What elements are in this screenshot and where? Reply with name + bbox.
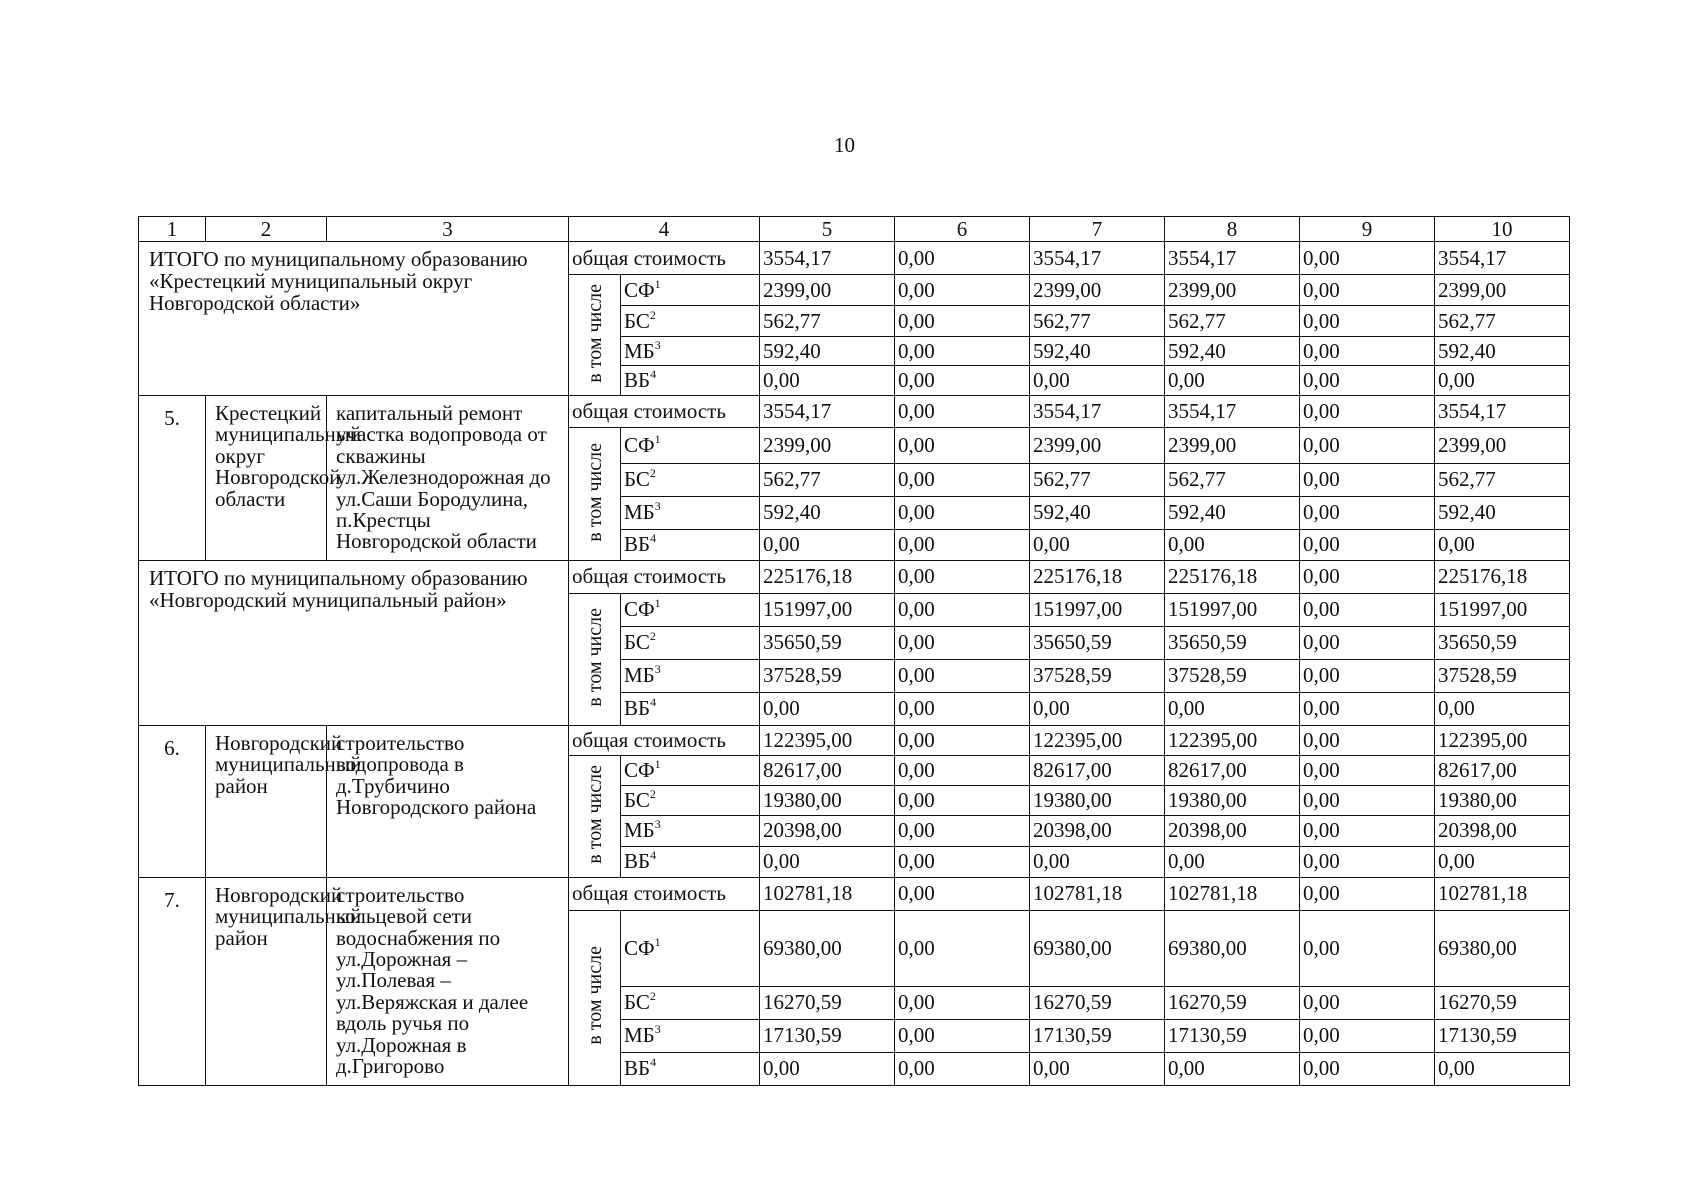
column-number: 5	[760, 217, 895, 242]
funding-source-code: ВБ	[624, 696, 651, 721]
column-number: 7	[1030, 217, 1165, 242]
value-cell: 2399,00	[1165, 275, 1300, 306]
column-number: 8	[1165, 217, 1300, 242]
funding-source	[621, 785, 760, 815]
footnote-mark: 4	[650, 367, 657, 381]
value-cell: 0,00	[760, 366, 895, 396]
value-cell: 151997,00	[1165, 593, 1300, 626]
value-cell: 592,40	[1030, 337, 1165, 366]
value-cell: 0,00	[1300, 725, 1435, 755]
value-cell: 0,00	[1300, 785, 1435, 815]
value-cell: 20398,00	[760, 815, 895, 846]
value-cell: 592,40	[760, 337, 895, 366]
value-cell: 3554,17	[760, 242, 895, 275]
item-number: 6.	[139, 725, 206, 877]
value-cell: 592,40	[1030, 496, 1165, 529]
value-cell: 69380,00	[1435, 910, 1570, 986]
value-cell: 3554,17	[760, 396, 895, 428]
value-cell: 35650,59	[760, 626, 895, 659]
footnote-mark: 3	[654, 499, 661, 514]
municipality-name: Новгородский муниципальный район	[206, 877, 327, 1085]
funding-source	[621, 593, 760, 626]
value-cell: 0,00	[1165, 692, 1300, 725]
value-cell: 122395,00	[760, 725, 895, 755]
including-label: в том числе	[583, 442, 606, 542]
value-cell: 0,00	[895, 306, 1030, 337]
column-number: 6	[895, 217, 1030, 242]
footnote-mark: 2	[649, 786, 656, 801]
funding-source-code: МБ	[624, 1023, 655, 1047]
value-cell: 0,00	[1300, 846, 1435, 877]
value-cell: 0,00	[1435, 1052, 1570, 1085]
value-cell: 19380,00	[1435, 785, 1570, 815]
value-cell: 151997,00	[1030, 593, 1165, 626]
funding-source	[621, 986, 760, 1019]
value-cell: 0,00	[895, 496, 1030, 529]
value-cell: 2399,00	[1435, 428, 1570, 464]
value-cell: 0,00	[1300, 659, 1435, 692]
value-cell: 2399,00	[760, 428, 895, 464]
funding-source	[621, 463, 760, 496]
footnote-mark: 4	[650, 695, 657, 710]
footnote-mark: 2	[649, 466, 656, 481]
object-description: строительство кольцевой сети водоснабжения по ул.Дорожная – ул.Полевая – ул.Веряжская и далее вдоль ручья по ул.Дорожная в д.Григорово	[327, 877, 569, 1085]
funding-source	[621, 692, 760, 725]
value-cell: 0,00	[1300, 529, 1435, 560]
value-cell: 0,00	[1300, 986, 1435, 1019]
value-cell: 0,00	[1300, 877, 1435, 910]
value-cell: 0,00	[760, 846, 895, 877]
value-cell: 225176,18	[1030, 560, 1165, 593]
value-cell: 562,77	[760, 306, 895, 337]
value-cell: 0,00	[895, 785, 1030, 815]
value-cell: 2399,00	[1435, 275, 1570, 306]
value-cell: 19380,00	[760, 785, 895, 815]
value-cell: 0,00	[895, 659, 1030, 692]
funding-source	[621, 428, 760, 464]
item-number: 5.	[139, 396, 206, 561]
value-cell: 562,77	[1030, 306, 1165, 337]
value-cell: 17130,59	[1435, 1019, 1570, 1052]
value-cell: 0,00	[895, 428, 1030, 464]
value-cell: 0,00	[1300, 428, 1435, 464]
funding-source	[621, 1052, 760, 1085]
value-cell: 562,77	[1165, 463, 1300, 496]
value-cell: 122395,00	[1165, 725, 1300, 755]
footnote-mark: 2	[649, 629, 656, 644]
value-cell: 592,40	[1165, 337, 1300, 366]
including-label: в том числе	[583, 607, 606, 707]
value-cell: 17130,59	[1030, 1019, 1165, 1052]
value-cell: 37528,59	[1030, 659, 1165, 692]
value-cell: 0,00	[895, 463, 1030, 496]
funding-source-code: СФ	[624, 757, 655, 782]
value-cell: 35650,59	[1030, 626, 1165, 659]
value-cell: 0,00	[895, 626, 1030, 659]
column-number: 4	[569, 217, 760, 242]
funding-source-code: БС	[624, 308, 650, 333]
value-cell: 3554,17	[1030, 396, 1165, 428]
object-description: строительство водопровода в д.Трубичино Новгородского района	[327, 725, 569, 877]
value-cell: 151997,00	[760, 593, 895, 626]
footnote-mark: 1	[654, 934, 661, 949]
including-label-cell	[569, 910, 621, 1085]
funding-source-code: СФ	[624, 935, 655, 960]
value-cell: 82617,00	[1165, 755, 1300, 785]
value-cell: 592,40	[1435, 337, 1570, 366]
value-cell: 0,00	[1435, 692, 1570, 725]
footnote-mark: 2	[649, 989, 656, 1003]
funding-source	[621, 846, 760, 877]
value-cell: 37528,59	[760, 659, 895, 692]
column-number: 10	[1435, 217, 1570, 242]
value-cell: 0,00	[1030, 529, 1165, 560]
value-cell: 35650,59	[1165, 626, 1300, 659]
budget-table	[138, 216, 1570, 1086]
value-cell: 16270,59	[1030, 986, 1165, 1019]
item-number: 7.	[139, 877, 206, 1085]
value-cell: 0,00	[1300, 242, 1435, 275]
value-cell: 0,00	[1300, 1052, 1435, 1085]
value-cell: 0,00	[1165, 846, 1300, 877]
value-cell: 16270,59	[1165, 986, 1300, 1019]
funding-source	[621, 910, 760, 986]
footnote-mark: 4	[650, 848, 657, 863]
funding-source	[621, 626, 760, 659]
value-cell: 16270,59	[1435, 986, 1570, 1019]
value-cell: 35650,59	[1435, 626, 1570, 659]
municipality-name: Крестецкий муниципальный округ Новгородской области	[206, 396, 327, 561]
funding-source	[621, 529, 760, 560]
value-cell: 17130,59	[1165, 1019, 1300, 1052]
including-label: в том числе	[583, 946, 606, 1046]
value-cell: 20398,00	[1435, 815, 1570, 846]
value-cell: 562,77	[760, 463, 895, 496]
funding-source-code: ВБ	[624, 1056, 651, 1080]
value-cell: 20398,00	[1165, 815, 1300, 846]
value-cell: 0,00	[1030, 846, 1165, 877]
funding-source	[621, 337, 760, 366]
value-cell: 0,00	[1030, 366, 1165, 396]
footnote-mark: 3	[654, 817, 661, 832]
funding-source-code: ВБ	[624, 368, 651, 392]
funding-source-code: МБ	[624, 818, 655, 843]
funding-source-code: ВБ	[624, 532, 651, 557]
funding-source-code: МБ	[624, 500, 655, 525]
funding-source-code: ВБ	[624, 849, 651, 874]
value-cell: 2399,00	[760, 275, 895, 306]
value-cell: 3554,17	[1165, 396, 1300, 428]
value-cell: 0,00	[1300, 560, 1435, 593]
value-cell: 0,00	[895, 275, 1030, 306]
value-cell: 0,00	[1300, 496, 1435, 529]
value-cell: 0,00	[895, 529, 1030, 560]
value-cell: 102781,18	[1030, 877, 1165, 910]
total-cost-label: общая стоимость	[569, 242, 760, 275]
total-label: ИТОГО по муниципальному образованию «Крестецкий муниципальный округ Новгородской области»	[139, 242, 569, 396]
value-cell: 0,00	[1435, 846, 1570, 877]
funding-source-code: СФ	[624, 597, 655, 622]
column-number: 3	[327, 217, 569, 242]
value-cell: 0,00	[760, 692, 895, 725]
funding-source	[621, 755, 760, 785]
value-cell: 0,00	[895, 366, 1030, 396]
value-cell: 0,00	[1435, 529, 1570, 560]
value-cell: 69380,00	[1165, 910, 1300, 986]
funding-source-code: БС	[624, 787, 650, 812]
value-cell: 0,00	[1030, 692, 1165, 725]
value-cell: 0,00	[895, 337, 1030, 366]
value-cell: 2399,00	[1030, 428, 1165, 464]
value-cell: 0,00	[1300, 275, 1435, 306]
value-cell: 0,00	[895, 877, 1030, 910]
total-cost-label: общая стоимость	[569, 560, 760, 593]
value-cell: 82617,00	[760, 755, 895, 785]
value-cell: 37528,59	[1165, 659, 1300, 692]
value-cell: 0,00	[895, 1052, 1030, 1085]
value-cell: 20398,00	[1030, 815, 1165, 846]
value-cell: 0,00	[1030, 1052, 1165, 1085]
value-cell: 0,00	[1300, 692, 1435, 725]
value-cell: 82617,00	[1030, 755, 1165, 785]
page-number: 10	[834, 133, 855, 157]
value-cell: 0,00	[1165, 1052, 1300, 1085]
footnote-mark: 3	[654, 1022, 661, 1036]
funding-source	[621, 1019, 760, 1052]
value-cell: 0,00	[1300, 306, 1435, 337]
including-label-cell	[569, 593, 621, 725]
footnote-mark: 1	[654, 596, 661, 611]
value-cell: 0,00	[895, 560, 1030, 593]
value-cell: 0,00	[1300, 366, 1435, 396]
value-cell: 562,77	[1435, 463, 1570, 496]
value-cell: 0,00	[1300, 396, 1435, 428]
value-cell: 0,00	[1300, 463, 1435, 496]
value-cell: 19380,00	[1030, 785, 1165, 815]
value-cell: 0,00	[1300, 626, 1435, 659]
funding-source	[621, 306, 760, 337]
value-cell: 0,00	[895, 1019, 1030, 1052]
funding-source	[621, 815, 760, 846]
value-cell: 0,00	[1165, 366, 1300, 396]
value-cell: 0,00	[895, 396, 1030, 428]
table-row	[139, 396, 1570, 428]
funding-source-code: СФ	[624, 277, 655, 302]
value-cell: 225176,18	[1165, 560, 1300, 593]
value-cell: 151997,00	[1435, 593, 1570, 626]
value-cell: 102781,18	[760, 877, 895, 910]
column-number: 9	[1300, 217, 1435, 242]
value-cell: 0,00	[895, 755, 1030, 785]
total-cost-label: общая стоимость	[569, 877, 760, 910]
value-cell: 17130,59	[760, 1019, 895, 1052]
total-cost-label: общая стоимость	[569, 725, 760, 755]
value-cell: 0,00	[760, 529, 895, 560]
value-cell: 16270,59	[760, 986, 895, 1019]
including-label: в том числе	[583, 764, 606, 864]
value-cell: 0,00	[895, 242, 1030, 275]
value-cell: 19380,00	[1165, 785, 1300, 815]
funding-source-code: МБ	[624, 663, 655, 688]
value-cell: 0,00	[1300, 593, 1435, 626]
value-cell: 0,00	[1435, 366, 1570, 396]
including-label: в том числе	[583, 283, 606, 383]
funding-source	[621, 659, 760, 692]
including-label-cell	[569, 275, 621, 396]
value-cell: 0,00	[895, 910, 1030, 986]
funding-source	[621, 366, 760, 396]
table-row	[139, 725, 1570, 755]
value-cell: 3554,17	[1435, 242, 1570, 275]
column-number-row	[139, 217, 1570, 242]
column-number: 2	[206, 217, 327, 242]
value-cell: 3554,17	[1030, 242, 1165, 275]
value-cell: 122395,00	[1435, 725, 1570, 755]
column-number: 1	[139, 217, 206, 242]
value-cell: 0,00	[760, 1052, 895, 1085]
value-cell: 592,40	[760, 496, 895, 529]
value-cell: 0,00	[1165, 529, 1300, 560]
footnote-mark: 3	[654, 337, 661, 352]
funding-source-code: БС	[624, 990, 650, 1014]
value-cell: 562,77	[1435, 306, 1570, 337]
including-label-cell	[569, 755, 621, 877]
value-cell: 122395,00	[1030, 725, 1165, 755]
value-cell: 0,00	[895, 846, 1030, 877]
value-cell: 82617,00	[1435, 755, 1570, 785]
value-cell: 2399,00	[1030, 275, 1165, 306]
value-cell: 37528,59	[1435, 659, 1570, 692]
value-cell: 102781,18	[1165, 877, 1300, 910]
value-cell: 0,00	[1300, 815, 1435, 846]
object-description: капитальный ремонт участка водопровода от скважины ул.Железнодорожная до ул.Саши Бородулина, п.Крестцы Новгородской области	[327, 396, 569, 561]
footnote-mark: 1	[654, 276, 661, 291]
value-cell: 102781,18	[1435, 877, 1570, 910]
footnote-mark: 2	[649, 307, 656, 322]
footnote-mark: 3	[654, 662, 661, 677]
value-cell: 0,00	[1300, 1019, 1435, 1052]
value-cell: 225176,18	[1435, 560, 1570, 593]
funding-source-code: СФ	[624, 432, 655, 457]
total-cost-label: общая стоимость	[569, 396, 760, 428]
footnote-mark: 4	[650, 531, 657, 546]
value-cell: 592,40	[1435, 496, 1570, 529]
funding-source-code: БС	[624, 630, 650, 655]
value-cell: 3554,17	[1435, 396, 1570, 428]
value-cell: 3554,17	[1165, 242, 1300, 275]
value-cell: 0,00	[895, 725, 1030, 755]
including-label-cell	[569, 428, 621, 561]
value-cell: 0,00	[895, 815, 1030, 846]
footnote-mark: 4	[650, 1055, 657, 1069]
value-cell: 0,00	[895, 986, 1030, 1019]
value-cell: 562,77	[1165, 306, 1300, 337]
value-cell: 592,40	[1165, 496, 1300, 529]
funding-source-code: МБ	[624, 338, 655, 363]
value-cell: 0,00	[1300, 910, 1435, 986]
total-label: ИТОГО по муниципальному образованию «Новгородский муниципальный район»	[139, 560, 569, 725]
value-cell: 0,00	[895, 593, 1030, 626]
table-row	[139, 877, 1570, 910]
value-cell: 0,00	[895, 692, 1030, 725]
value-cell: 69380,00	[1030, 910, 1165, 986]
value-cell: 69380,00	[760, 910, 895, 986]
value-cell: 2399,00	[1165, 428, 1300, 464]
footnote-mark: 1	[654, 756, 661, 771]
value-cell: 0,00	[1300, 755, 1435, 785]
table-row	[139, 242, 1570, 275]
municipality-name: Новгородский муниципальный район	[206, 725, 327, 877]
value-cell: 0,00	[1300, 337, 1435, 366]
funding-source	[621, 275, 760, 306]
footnote-mark: 1	[654, 431, 661, 446]
value-cell: 225176,18	[760, 560, 895, 593]
funding-source	[621, 496, 760, 529]
value-cell: 562,77	[1030, 463, 1165, 496]
table-row	[139, 560, 1570, 593]
funding-source-code: БС	[624, 467, 650, 492]
